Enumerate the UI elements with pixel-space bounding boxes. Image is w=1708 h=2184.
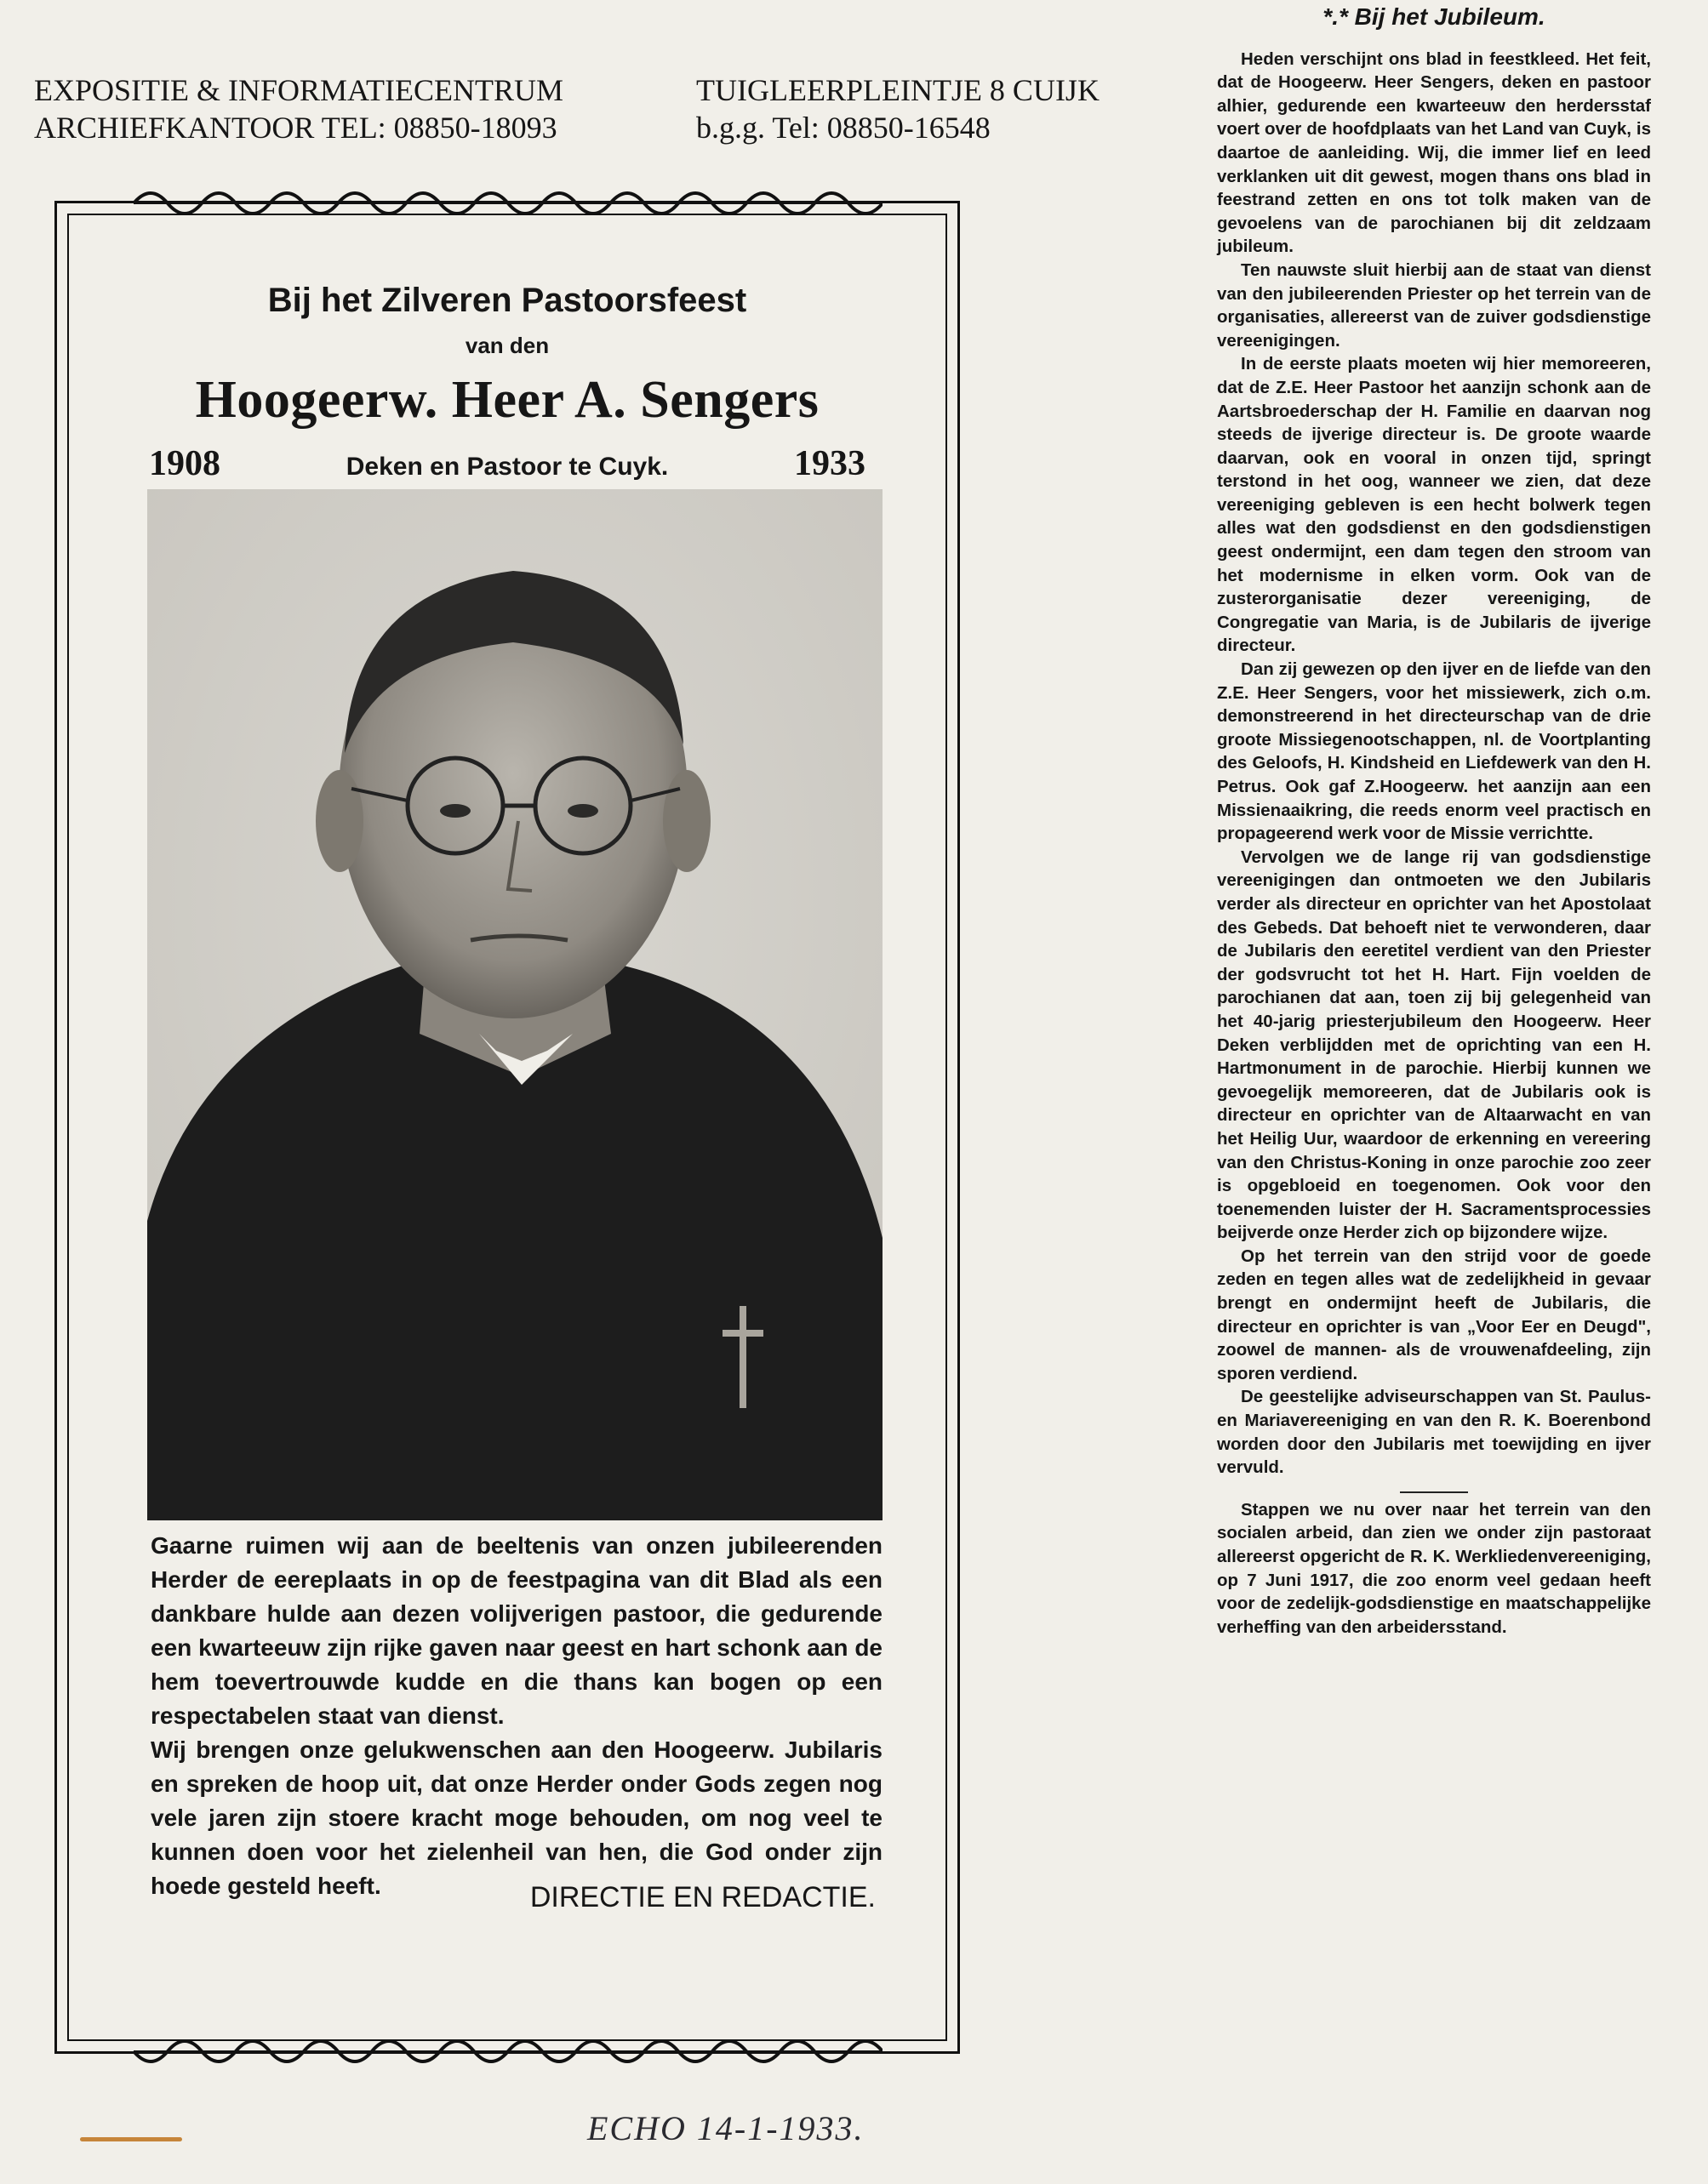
article-paragraph: Op het terrein van den strijd voor de goede zeden en tegen alles wat de zedelijkheid in gevaar brengt en ondermijnt heeft de Jubilaris, die directeur en oprichter is van „Voor Eer en Deugd", zoowel de mannen- als de vrouwenafdeeling, zijn sporen verdiend. bbox=[1217, 1246, 1651, 1383]
notice-frame bbox=[54, 201, 960, 2054]
article-paragraph: Stappen we nu over naar het terrein van den socialen arbeid, dan zien we onder zijn pastoraat allereerst opgericht de R. K. Werkliedenvereeniging, op 7 Juni 1917, die zoo enorm veel gedaan heeft voor de zedelijk-godsdienstige en maatschappelijke verheffing van den arbeidersstand. bbox=[1217, 1499, 1651, 1637]
notice-signature: DIRECTIE EN REDACTIE. bbox=[529, 1881, 876, 1913]
header-archive-phone: ARCHIEFKANTOOR TEL: 08850-18093 bbox=[34, 111, 557, 145]
caption-paragraph-1: Gaarne ruimen wij aan de beeltenis van onzen jubileerenden Herder de eereplaats in op de feestpagina van dit Blad als een dankbare hulde aan dezen volijverigen pastoor, die gedurende een kwarteeuw zijn rijke gaven naar geest en hart schonk aan de hem toevertrouwde kudde en die thans kan bogen op een respectabelen staat van dienst. bbox=[151, 1532, 883, 1729]
notice-caption bbox=[151, 1529, 883, 1903]
article-paragraph: Ten nauwste sluit hierbij aan de staat van dienst van den jubileerenden Priester op het terrein van de organisaties, allereerst van de zuiver godsdienstige vereenigingen. bbox=[1217, 259, 1651, 351]
year-start: 1908 bbox=[149, 444, 220, 483]
article-title: *.* Bij het Jubileum. bbox=[1322, 3, 1545, 30]
article-separator bbox=[1400, 1491, 1468, 1493]
jubileum-article bbox=[1217, 5, 1651, 1639]
scroll-ornament-bottom bbox=[134, 2027, 883, 2075]
notice-role: Deken en Pastoor te Cuyk. bbox=[346, 453, 669, 481]
scroll-ornament-top bbox=[134, 180, 883, 227]
article-paragraph: In de eerste plaats moeten wij hier memoreeren, dat de Z.E. Heer Pastoor het aanzijn schonk aan de Aartsbroederschap der H. Familie en daarvan nog steeds de ijverige directeur is. De groote waarde daarvan, ook en vooral in onzen tijd, springt terstond in het oog, wanneer we zien, dat deze vereeniging gebleven is een hecht bolwerk tegen alles wat den godsdienst en den godsdienstigen geest ondermijnt, een dam tegen den stroom van het modernisme in elken vorm. Ook van de zusterorganisatie dezer vereeniging, de Congregatie van Maria, is de Jubilaris de ijverige directeur. bbox=[1217, 354, 1651, 656]
article-body bbox=[1217, 48, 1651, 1480]
header-alt-phone: b.g.g. Tel: 08850-16548 bbox=[696, 111, 991, 145]
article-paragraph: Heden verschijnt ons blad in feestkleed. Het feit, dat de Hoogeerw. Heer Sengers, deken en pastoor alhier, gedurende een kwarteeuw den herdersstaf voert over de hoofdplaats van het Land van Cuyk, is daartoe de aanleiding. Wij, die immer lief en leed verklanken uit dit gewest, mogen thans ons blad in feestrand zetten en ons tot tolk maken van de gevoelens van de parochianen bij dit zeldzaam jubileum. bbox=[1217, 48, 1651, 257]
article-body-continued bbox=[1217, 1498, 1651, 1639]
article-paragraph: Vervolgen we de lange rij van godsdienstige vereenigingen dan ontmoeten we den Jubilaris verder als directeur en oprichter van het Apostolaat des Gebeds. Dat behoeft niet te verwonderen, daar de Jubilaris den eeretitel verdient van den Priester der godsvrucht tot het H. Hart. Fijn voelden de parochianen dat aan, toen zij bij gelegenheid van het 40-jarig priesterjubileum den Hoogeerw. Heer Deken verblijdden met de oprichting van een H. Hartmonument in de parochie. Hierbij kunnen we gevoegelijk memoreeren, dat de Jubilaris ook is directeur en oprichter van de Altaarwacht en van het Heilig Uur, waardoor de erkenning en vereering van den Christus-Koning in onze parochie zoo zeer is opgebloeid en toegenomen. Ook voor den toenemenden luister der H. Sacramentsprocessies beijverde onze Herder zich op bijzondere wijze. bbox=[1217, 847, 1651, 1243]
archive-header bbox=[34, 71, 1200, 146]
year-end: 1933 bbox=[794, 444, 865, 483]
article-paragraph: Dan zij gewezen op den ijver en de liefde van den Z.E. Heer Sengers, voor het missiewerk, zich o.m. demonstreerend in het directeurschap van de drie groote Missiegenootschappen, nl. de Voortplanting des Geloofs, H. Kindsheid en Liefdewerk van den H. Petrus. Ook gaf Z.Hoogeerw. het aanzijn aan een Missienaaikring, die reeds enorm veel practisch en propageerend werk voor de Missie verrichtte. bbox=[1217, 659, 1651, 844]
header-address: TUIGLEERPLEINTJE 8 CUIJK bbox=[696, 73, 1100, 107]
pin-mark bbox=[80, 2137, 182, 2141]
article-paragraph: De geestelijke adviseurschappen van St. Paulus- en Mariavereeniging en van den R. K. Boerenbond worden door den Jubilaris met toewijding en ijver vervuld. bbox=[1217, 1387, 1651, 1478]
notice-van-den: van den bbox=[465, 333, 550, 358]
notice-dateline bbox=[149, 443, 865, 484]
notice-kicker: Bij het Zilveren Pastoorsfeest bbox=[267, 282, 747, 319]
portrait-photo bbox=[147, 489, 883, 1520]
notice-name: Hoogeerw. Heer A. Sengers bbox=[195, 371, 820, 429]
caption-paragraph-2: Wij brengen onze gelukwenschen aan den Hoogeerw. Jubilaris en spreken de hoop uit, dat onze Herder onder Gods zegen nog vele jaren zijn stoere kracht moge behouden, om nog veel te kunnen doen voor het zielenheil van hen, die God onder zijn hoede gesteld heeft. bbox=[151, 1736, 883, 1899]
header-institution: EXPOSITIE & INFORMATIECENTRUM bbox=[34, 73, 564, 107]
handwritten-source-note: ECHO 14-1-1933. bbox=[587, 2109, 865, 2147]
